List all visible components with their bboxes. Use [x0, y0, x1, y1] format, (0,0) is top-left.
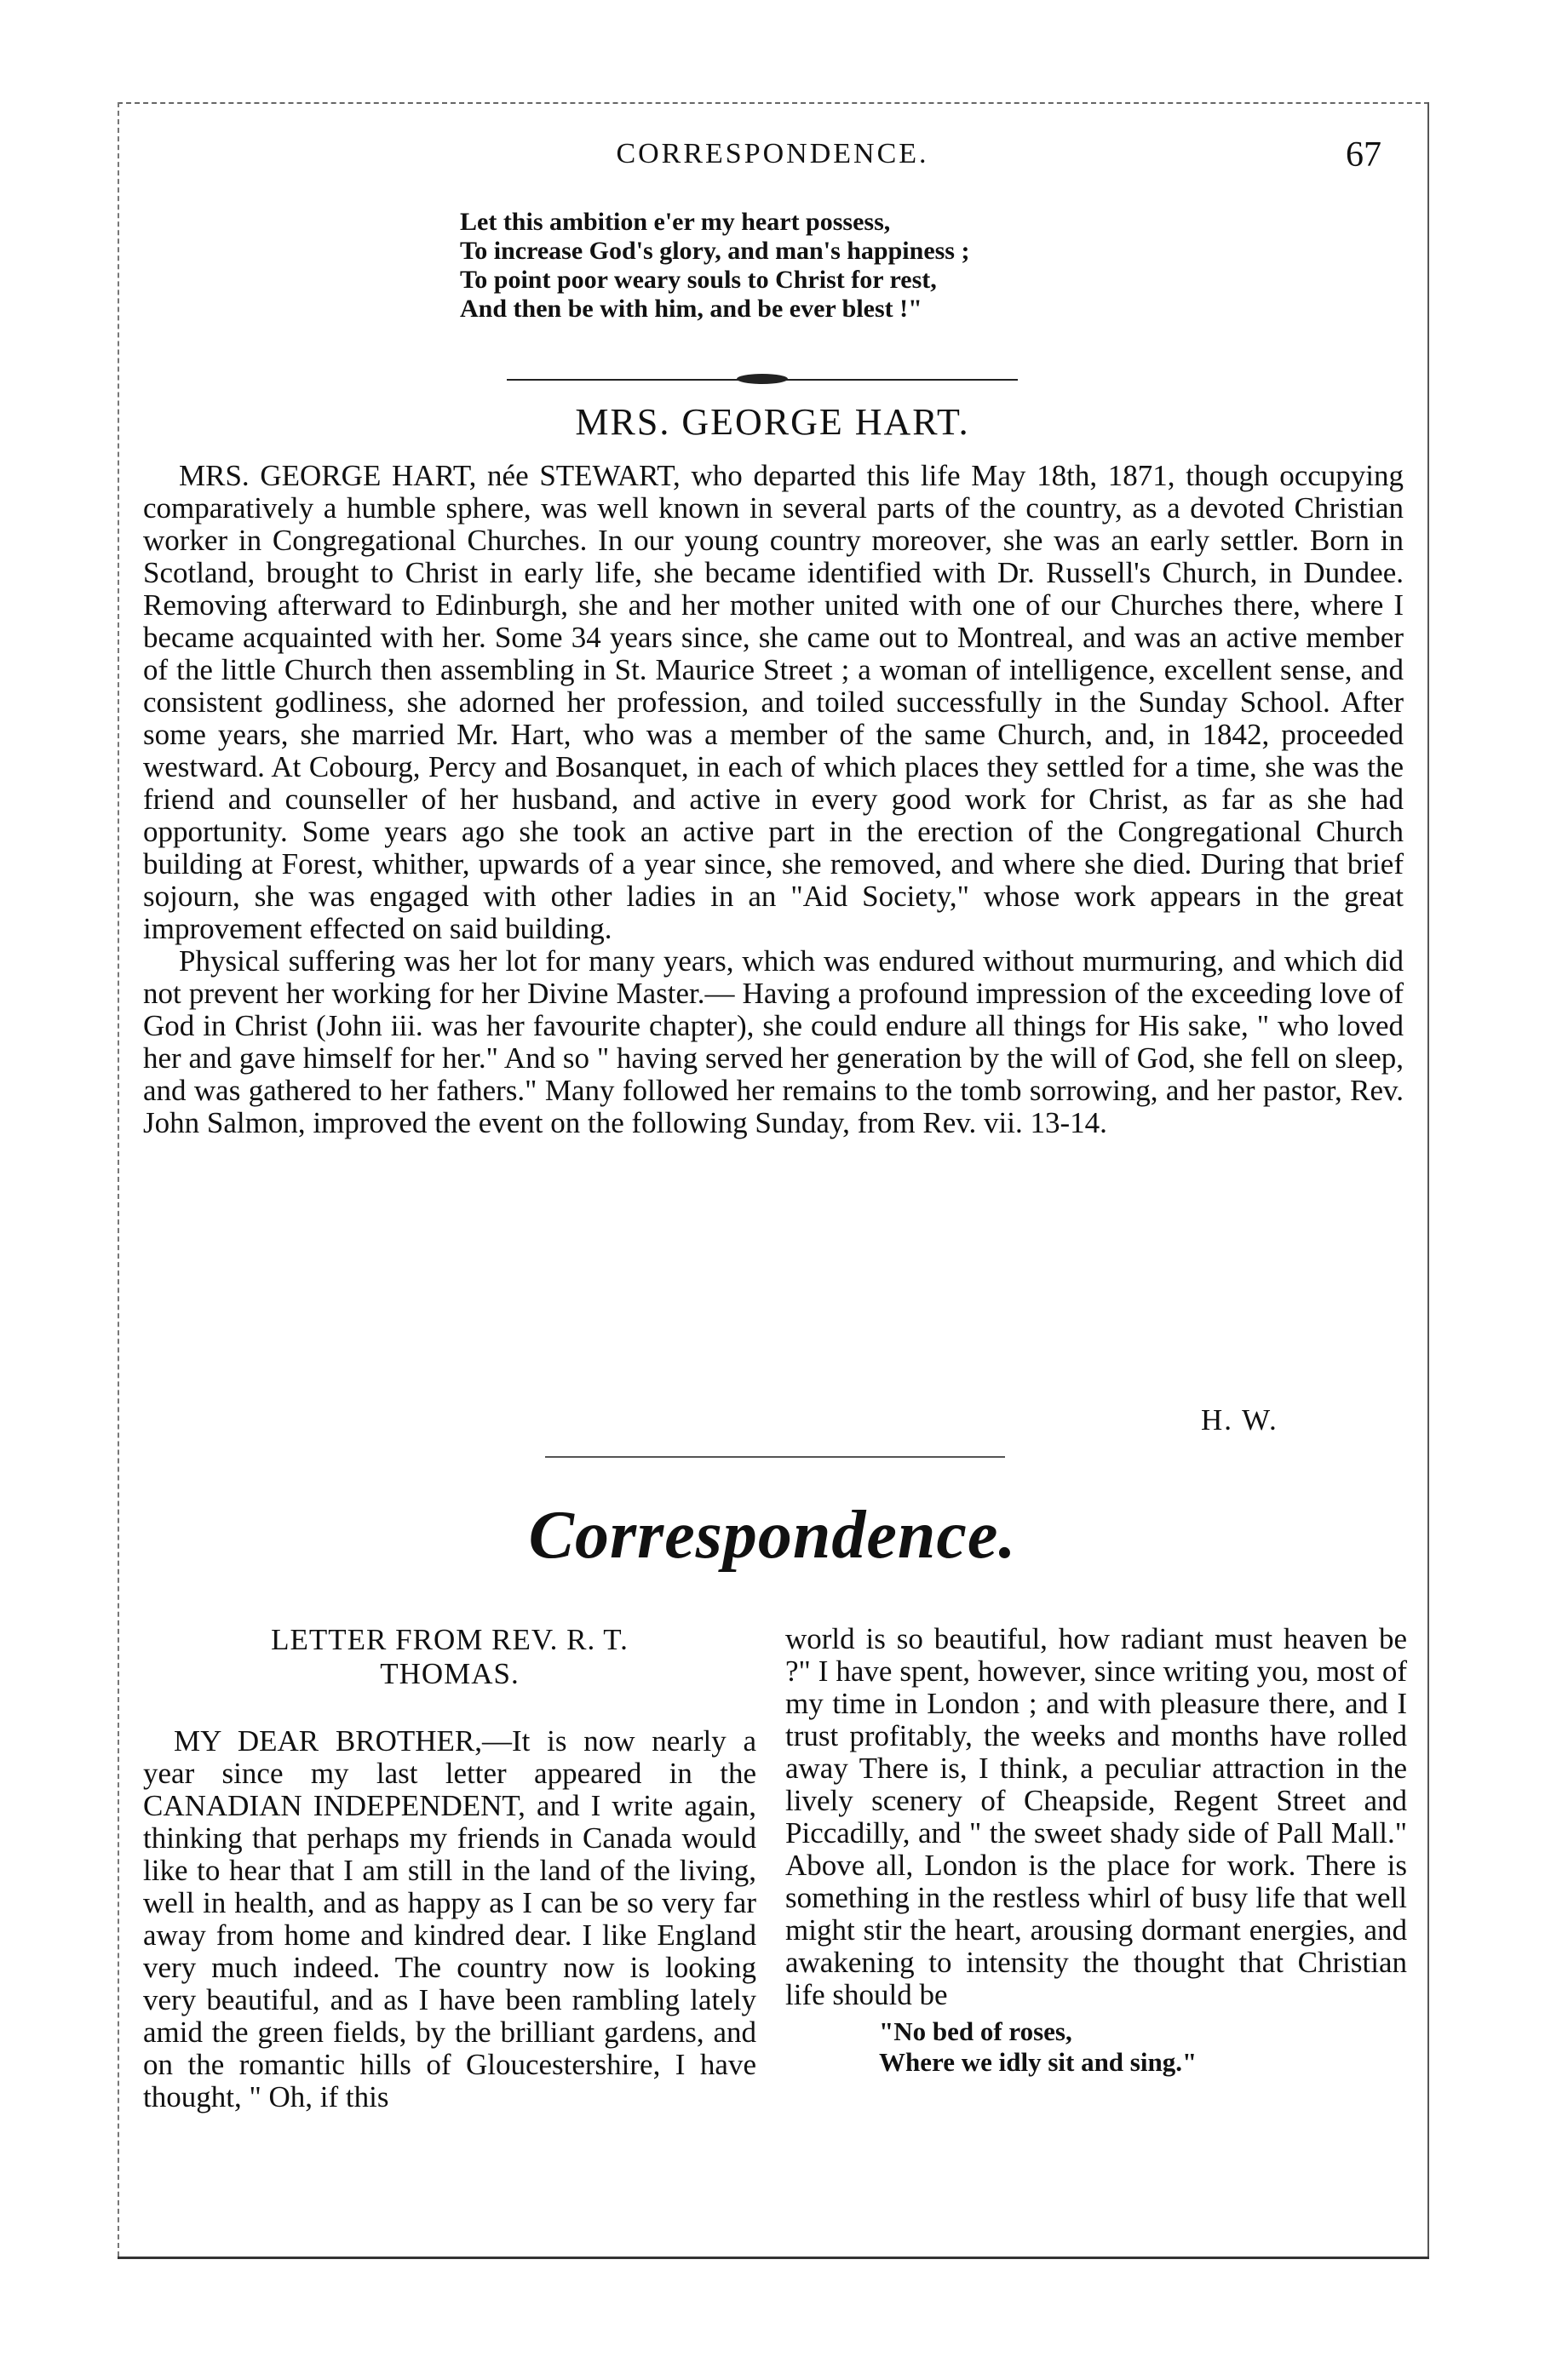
top-border-rule [118, 102, 1429, 104]
letter-title-line: LETTER FROM REV. R. T. [271, 1623, 629, 1656]
page-number: 67 [1346, 135, 1381, 175]
letter-right-column [785, 1623, 1407, 2078]
poem-line: To increase God's glory, and man's happiness ; [460, 237, 970, 265]
poem-line: To point poor weary souls to Christ for rest, [460, 266, 937, 294]
poem-line: Let this ambition e'er my heart possess, [460, 208, 891, 236]
article-body [143, 460, 1404, 1139]
article-signature: H. W. [1201, 1403, 1278, 1437]
letter-title-line: THOMAS. [380, 1657, 520, 1690]
article-paragraph: Physical suffering was her lot for many years, which was endured without murmuring, and which did not prevent her working for her Divine Master.— Having a profound impression of the exceeding love of God in Christ (John iii. was her favourite chapter), she could endure all things for His sake, " who loved her and gave himself for her." And so " having served her generation by the will of God, she fell on sleep, and was gathered to her fathers." Many followed her remains to the tomb sorrowing, and her pastor, Rev. John Salmon, improved the event on the following Sunday, from Rev. vii. 13-14. [143, 944, 1404, 1139]
letter-paragraph: MY DEAR BROTHER,—It is now nearly a year since my last letter appeared in the CANADIAN INDEPENDENT, and I write again, thinking that perhaps my friends in Canada would like to hear that I am still in the land of the living, well in health, and as happy as I can be so very far away from home and kindred dear. I like England very much indeed. The country now is looking very beautiful, and as I have been rambling lately amid the green fields, by the brilliant gardens, and on the romantic hills of Gloucestershire, I have thought, " Oh, if this [143, 1724, 756, 2113]
poem-line: And then be with him, and be ever blest !" [460, 295, 922, 323]
running-head: CORRESPONDENCE. [616, 138, 929, 169]
letter-quote [785, 2016, 1407, 2078]
ornamental-rule [507, 373, 1018, 387]
letter-paragraph: world is so beautiful, how radiant must heaven be ?" I have spent, however, since writing you, most of my time in London ; and with pleasure there, and I trust profitably, the weeks and months have rolled away There is, I think, a peculiar attraction in the lively scenery of Cheapside, Regent Street and Piccadilly, and " the sweet shady side of Pall Mall." Above all, London is the place for work. There is something in the restless whirl of busy life that well might stir the heart, arousing dormant energies, and awakening to intensity the thought that Christian life should be [785, 1622, 1407, 2011]
article-title: MRS. GEORGE HART. [575, 401, 970, 443]
section-divider [545, 1456, 1005, 1458]
quote-line: Where we idly sit and sing." [879, 2047, 1198, 2077]
letter-title [143, 1623, 756, 1691]
article-paragraph: MRS. GEORGE HART, née STEWART, who departed this life May 18th, 1871, though occupying comparatively a humble sphere, was well known in several parts of the country, as a devoted Christian worker in Congregational Churches. In our young country moreover, she was an early settler. Born in Scotland, brought to Christ in early life, she became identified with Dr. Russell's Church, in Dundee. Removing afterward to Edinburgh, she and her mother united with one of our Churches there, where I became acquainted with her. Some 34 years since, she came out to Montreal, and was an active member of the little Church then assembling in St. Maurice Street ; a woman of intelligence, excellent sense, and consistent godliness, she adorned her profession, and toiled successfully in the Sunday School. After some years, she married Mr. Hart, who was a member of the same Church, and, in 1842, proceeded westward. At Cobourg, Percy and Bosanquet, in each of which places they settled for a time, she was the friend and counseller of her husband, and active in every good work for Christ, as far as she had opportunity. Some years ago she took an active part in the erection of the Congregational Church building at Forest, whither, upwards of a year since, she removed, and where she died. During that brief sojourn, she was engaged with other ladies in an "Aid Society," whose work appears in the great improvement effected on said building. [143, 459, 1404, 945]
quote-line: "No bed of roses, [879, 2016, 1072, 2046]
section-heading: Correspondence. [528, 1498, 1017, 1573]
poem-stanza [460, 208, 1312, 324]
letter-left-column [143, 1623, 756, 2113]
bottom-border-rule [118, 2257, 1429, 2259]
